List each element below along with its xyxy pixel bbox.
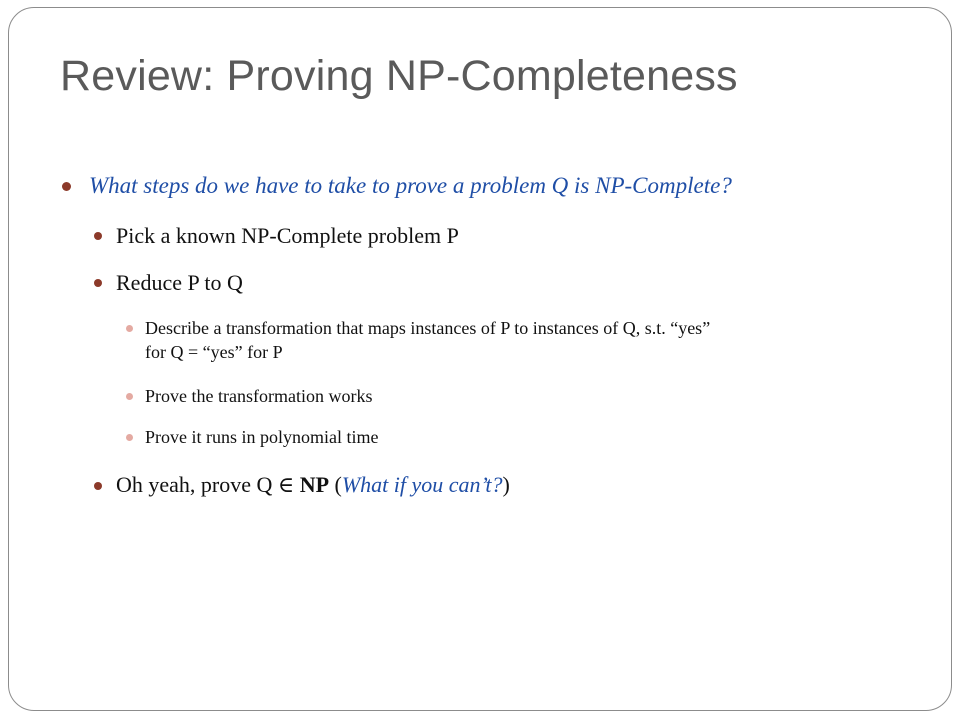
step-reduce: Reduce P to Q <box>116 270 243 295</box>
slide-title: Review: Proving NP-Completeness <box>60 52 738 100</box>
np-label: NP <box>299 472 330 497</box>
bullet-icon <box>94 279 102 287</box>
bullet-icon <box>126 393 133 400</box>
question-text: What steps do we have to take to prove a problem Q is NP-Complete? <box>89 173 732 198</box>
step-np-prefix: Oh yeah, prove Q ∈ <box>116 472 300 497</box>
bullet-icon <box>62 182 71 191</box>
bullet-icon <box>126 434 133 441</box>
bullet-icon <box>94 482 102 490</box>
sub-describe-line2: for Q = “yes” for P <box>145 342 283 362</box>
paren-close: ) <box>502 472 510 497</box>
sub-describe-transformation <box>145 316 710 364</box>
step-prove-np <box>116 472 510 498</box>
bullet-icon <box>94 232 102 240</box>
sub-prove-works: Prove the transformation works <box>145 386 373 406</box>
step-pick-problem: Pick a known NP-Complete problem P <box>116 223 459 248</box>
np-question: What if you can’t? <box>341 472 503 497</box>
sub-polynomial-time: Prove it runs in polynomial time <box>145 427 379 447</box>
sub-describe-line1: Describe a transformation that maps instances of P to instances of Q, s.t. “yes” <box>145 318 711 338</box>
paren-open: ( <box>329 472 342 497</box>
bullet-icon <box>126 325 133 332</box>
